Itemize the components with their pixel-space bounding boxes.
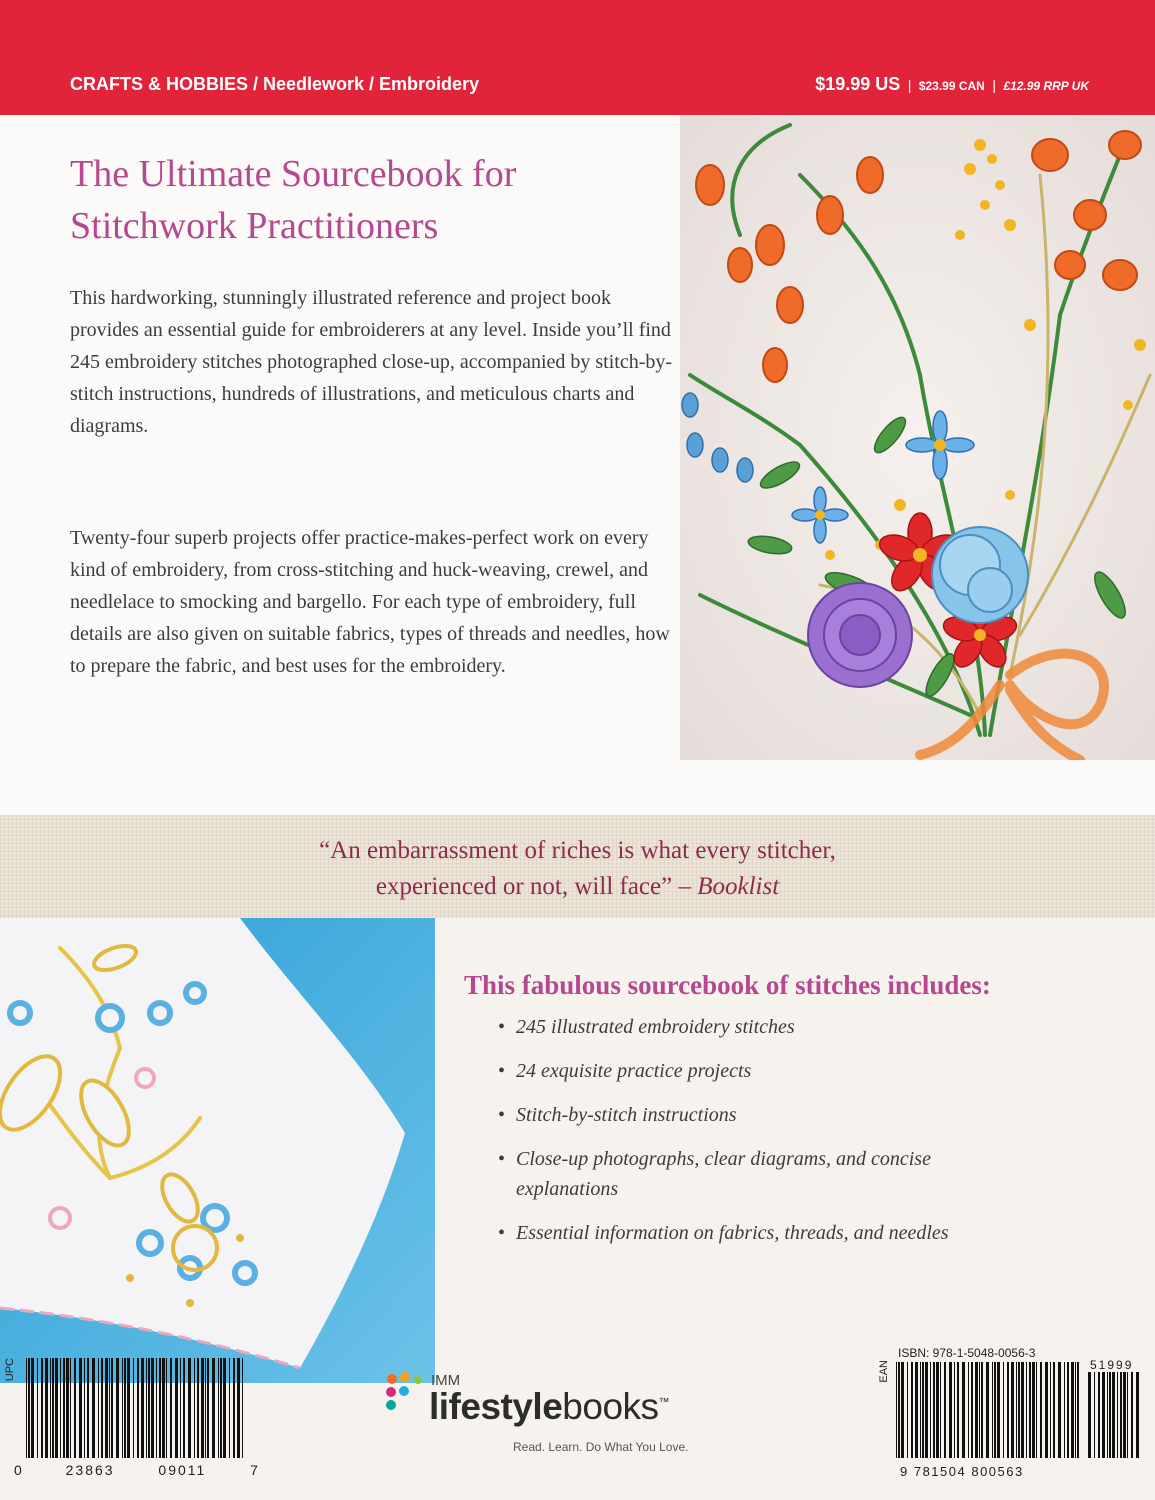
barcode-bar	[124, 1358, 126, 1458]
barcode-bar	[1088, 1372, 1091, 1458]
barcode-bar	[949, 1362, 952, 1458]
barcode-bar	[74, 1358, 76, 1458]
barcode-bar	[1040, 1362, 1042, 1458]
barcode-bar	[1007, 1362, 1009, 1458]
barcode-bar	[70, 1358, 71, 1458]
barcode-bar	[1032, 1362, 1035, 1458]
barcode-bar	[901, 1362, 904, 1458]
barcode-bar	[28, 1358, 30, 1458]
includes-title: This fabulous sourcebook of stitches includes:	[464, 970, 991, 1000]
barcode-bar	[968, 1362, 969, 1458]
barcode-bar	[60, 1358, 61, 1458]
addon-digits: 51999	[1090, 1358, 1134, 1372]
quote-line-2	[0, 869, 1155, 905]
description-paragraph-1: This hardworking, stunningly illustrated reference and project book provides an essential guide for embroiderers at any level. Inside you’ll find 245 embroidery stitches photographed close-up, accompanied by stitch-by-stitch instructions, hundreds of illustrations, and meticulous charts and diagrams.	[70, 287, 673, 437]
barcode-bar	[994, 1362, 996, 1458]
barcode-bar	[1053, 1362, 1055, 1458]
cutwork-embroidery-photo	[0, 918, 435, 1383]
price-separator: |	[907, 77, 912, 93]
barcode-bar	[183, 1358, 185, 1458]
barcode-bar	[31, 1358, 34, 1458]
barcode-bar	[242, 1358, 243, 1458]
barcode-bar	[63, 1358, 65, 1458]
price-us: $19.99 US	[815, 74, 901, 94]
includes-list	[498, 1012, 1018, 1262]
barcode-bar	[997, 1362, 1000, 1458]
barcode-bar	[1077, 1362, 1079, 1458]
barcode-bar	[37, 1358, 38, 1458]
barcode-bar	[1136, 1372, 1139, 1458]
review-quote	[0, 833, 1155, 905]
barcode-bar	[1120, 1372, 1122, 1458]
logo-trademark: ™	[658, 1396, 670, 1409]
barcode-bar	[1016, 1362, 1017, 1458]
barcode-bar	[212, 1358, 215, 1458]
upc-digits-right: 09011	[158, 1462, 207, 1478]
barcode-bar	[1131, 1372, 1133, 1458]
upc-digit-last: 7	[250, 1462, 258, 1478]
barcode-bar	[188, 1358, 191, 1458]
upc-barcode	[26, 1358, 246, 1458]
barcode-bar	[1045, 1362, 1048, 1458]
barcode-bar	[1123, 1372, 1126, 1458]
barcode-bar	[141, 1358, 144, 1458]
barcode-bar	[1021, 1362, 1024, 1458]
barcode-bar	[1112, 1372, 1115, 1458]
barcode-bar	[930, 1362, 931, 1458]
barcode-bar	[151, 1358, 154, 1458]
barcode-bar	[962, 1362, 965, 1458]
barcode-bar	[915, 1362, 918, 1458]
barcode-bar	[944, 1362, 946, 1458]
quote-line-1: “An embarrassment of riches is what every stitcher,	[319, 837, 836, 864]
upc-digit-first: 0	[14, 1462, 22, 1478]
barcode-bar	[1050, 1362, 1051, 1458]
barcode-bar	[907, 1362, 908, 1458]
barcode-bar	[116, 1358, 119, 1458]
barcode-bar	[170, 1358, 172, 1458]
price-can: $23.99 CAN	[918, 79, 985, 93]
cutwork-illustration	[0, 918, 435, 1383]
barcode-bar	[98, 1358, 99, 1458]
barcode-bar	[223, 1358, 226, 1458]
barcode-bar	[197, 1358, 199, 1458]
ribbon-embroidery-bouquet-photo	[680, 115, 1155, 760]
barcode-bar	[1003, 1362, 1004, 1458]
barcode-bar	[992, 1362, 993, 1458]
headline: The Ultimate Sourcebook for Stitchwork Practitioners	[70, 153, 517, 247]
logo-word-bold: lifestyle	[429, 1386, 563, 1427]
list-item: • Stitch-by-stitch instructions	[498, 1100, 1018, 1130]
barcode-bar	[1018, 1362, 1020, 1458]
barcode-bar	[1094, 1372, 1095, 1458]
barcode-bar	[180, 1358, 181, 1458]
barcode-bar	[166, 1358, 167, 1458]
list-item: • 245 illustrated embroidery stitches	[498, 1012, 1018, 1042]
barcode-bar	[1058, 1362, 1061, 1458]
upc-digits-left: 23863	[65, 1462, 115, 1478]
barcode-bar	[218, 1358, 219, 1458]
barcode-bar	[896, 1362, 897, 1458]
barcode-bar	[207, 1358, 209, 1458]
barcode-bar	[194, 1358, 195, 1458]
barcode-bar	[898, 1362, 900, 1458]
quote-source: Booklist	[697, 873, 780, 900]
barcode-bar	[109, 1358, 110, 1458]
barcode-bar	[1102, 1372, 1105, 1458]
barcode-bar	[229, 1358, 230, 1458]
barcode-bar	[971, 1362, 973, 1458]
ean-label: EAN	[878, 1360, 890, 1383]
upc-label: UPC	[4, 1358, 16, 1382]
barcode-bar	[237, 1358, 240, 1458]
barcode-bar	[105, 1358, 108, 1458]
price-separator: |	[992, 77, 996, 93]
barcode-bar	[101, 1358, 103, 1458]
barcode-bar	[133, 1358, 134, 1458]
barcode-bar	[1109, 1372, 1111, 1458]
barcode-bar	[159, 1358, 161, 1458]
barcode-bar	[66, 1358, 69, 1458]
logo-tagline: Read. Learn. Do What You Love.	[513, 1440, 689, 1454]
barcode-bar	[1117, 1372, 1118, 1458]
barcode-bar	[50, 1358, 51, 1458]
category-label: CRAFTS & HOBBIES / Needlework / Embroidery	[70, 74, 480, 94]
barcode-bar	[933, 1362, 935, 1458]
barcode-bar	[26, 1358, 27, 1458]
barcode-bar	[1127, 1372, 1128, 1458]
barcode-bar	[1026, 1362, 1027, 1458]
barcode-bar	[925, 1362, 928, 1458]
barcode-bar	[122, 1358, 123, 1458]
barcode-bar	[127, 1358, 130, 1458]
list-item: • 24 exquisite practice projects	[498, 1056, 1018, 1086]
barcode-bar	[1107, 1372, 1108, 1458]
barcode-bar	[220, 1358, 222, 1458]
description-paragraph-2: Twenty-four superb projects offer practice-makes-perfect work on every kind of embroidery, from cross-stitching and huck-weaving, crewel, and needlelace to smocking and bargello. For each type of embroidery, full details are also given on suitable fabrics, types of threads and needles, how to prepare the fabric, and best uses for the embroidery.	[70, 527, 670, 677]
barcode-bar	[41, 1358, 43, 1458]
list-item: • Close-up photographs, clear diagrams, and concise explanations	[498, 1144, 1018, 1204]
barcode-bar	[52, 1358, 54, 1458]
barcode-bar	[936, 1362, 939, 1458]
barcode-bar	[205, 1358, 206, 1458]
barcode-bar	[233, 1358, 235, 1458]
barcode-bar	[79, 1358, 82, 1458]
barcode-bar	[156, 1358, 157, 1458]
barcode-bar	[146, 1358, 147, 1458]
barcode-bar	[940, 1362, 941, 1458]
barcode-bar	[922, 1362, 924, 1458]
barcode-bar	[201, 1358, 204, 1458]
barcode-bar	[1071, 1362, 1074, 1458]
price-uk: £12.99 RRP UK	[1003, 79, 1089, 93]
barcode-bar	[45, 1358, 48, 1458]
barcode-bar	[1011, 1362, 1014, 1458]
barcode-bar	[957, 1362, 959, 1458]
logo-wordmark	[385, 1386, 669, 1428]
barcode-bar	[175, 1358, 178, 1458]
barcode-bar	[137, 1358, 139, 1458]
barcode-bar	[111, 1358, 113, 1458]
barcode-bar	[84, 1358, 85, 1458]
barcode-bar	[1067, 1362, 1069, 1458]
barcode-bar	[920, 1362, 921, 1458]
barcode-bar	[162, 1358, 165, 1458]
barcode-bar	[1036, 1362, 1037, 1458]
barcode-bar	[954, 1362, 955, 1458]
barcode-bar	[911, 1362, 913, 1458]
barcode-bar	[1029, 1362, 1031, 1458]
barcode-bar	[55, 1358, 58, 1458]
logo-word-light: books	[562, 1386, 659, 1427]
barcode-bar	[979, 1362, 980, 1458]
upc-digits	[14, 1462, 258, 1478]
quote-line-2-text: experienced or not, will face” –	[375, 873, 698, 900]
barcode-bar	[975, 1362, 978, 1458]
isbn-text: ISBN: 978-1-5048-0056-3	[898, 1346, 1036, 1360]
barcode-bar	[986, 1362, 989, 1458]
barcode-bar	[981, 1362, 983, 1458]
barcode-bar	[1098, 1372, 1100, 1458]
ean-barcode	[896, 1362, 1082, 1458]
barcode-bar	[1064, 1362, 1065, 1458]
barcode-bar	[1075, 1362, 1076, 1458]
logo-imm-text: IMM	[431, 1372, 461, 1389]
addon-barcode	[1088, 1372, 1142, 1458]
list-item: • Essential information on fabrics, threads, and needles	[498, 1218, 1018, 1248]
ean-digits: 9 781504 800563	[900, 1464, 1024, 1479]
publisher-logo	[385, 1370, 755, 1470]
category-banner	[0, 0, 1155, 115]
barcode-bar	[148, 1358, 150, 1458]
price-label	[815, 74, 1089, 95]
bouquet-illustration	[680, 115, 1155, 760]
barcode-bar	[92, 1358, 95, 1458]
barcode-bar	[87, 1358, 89, 1458]
